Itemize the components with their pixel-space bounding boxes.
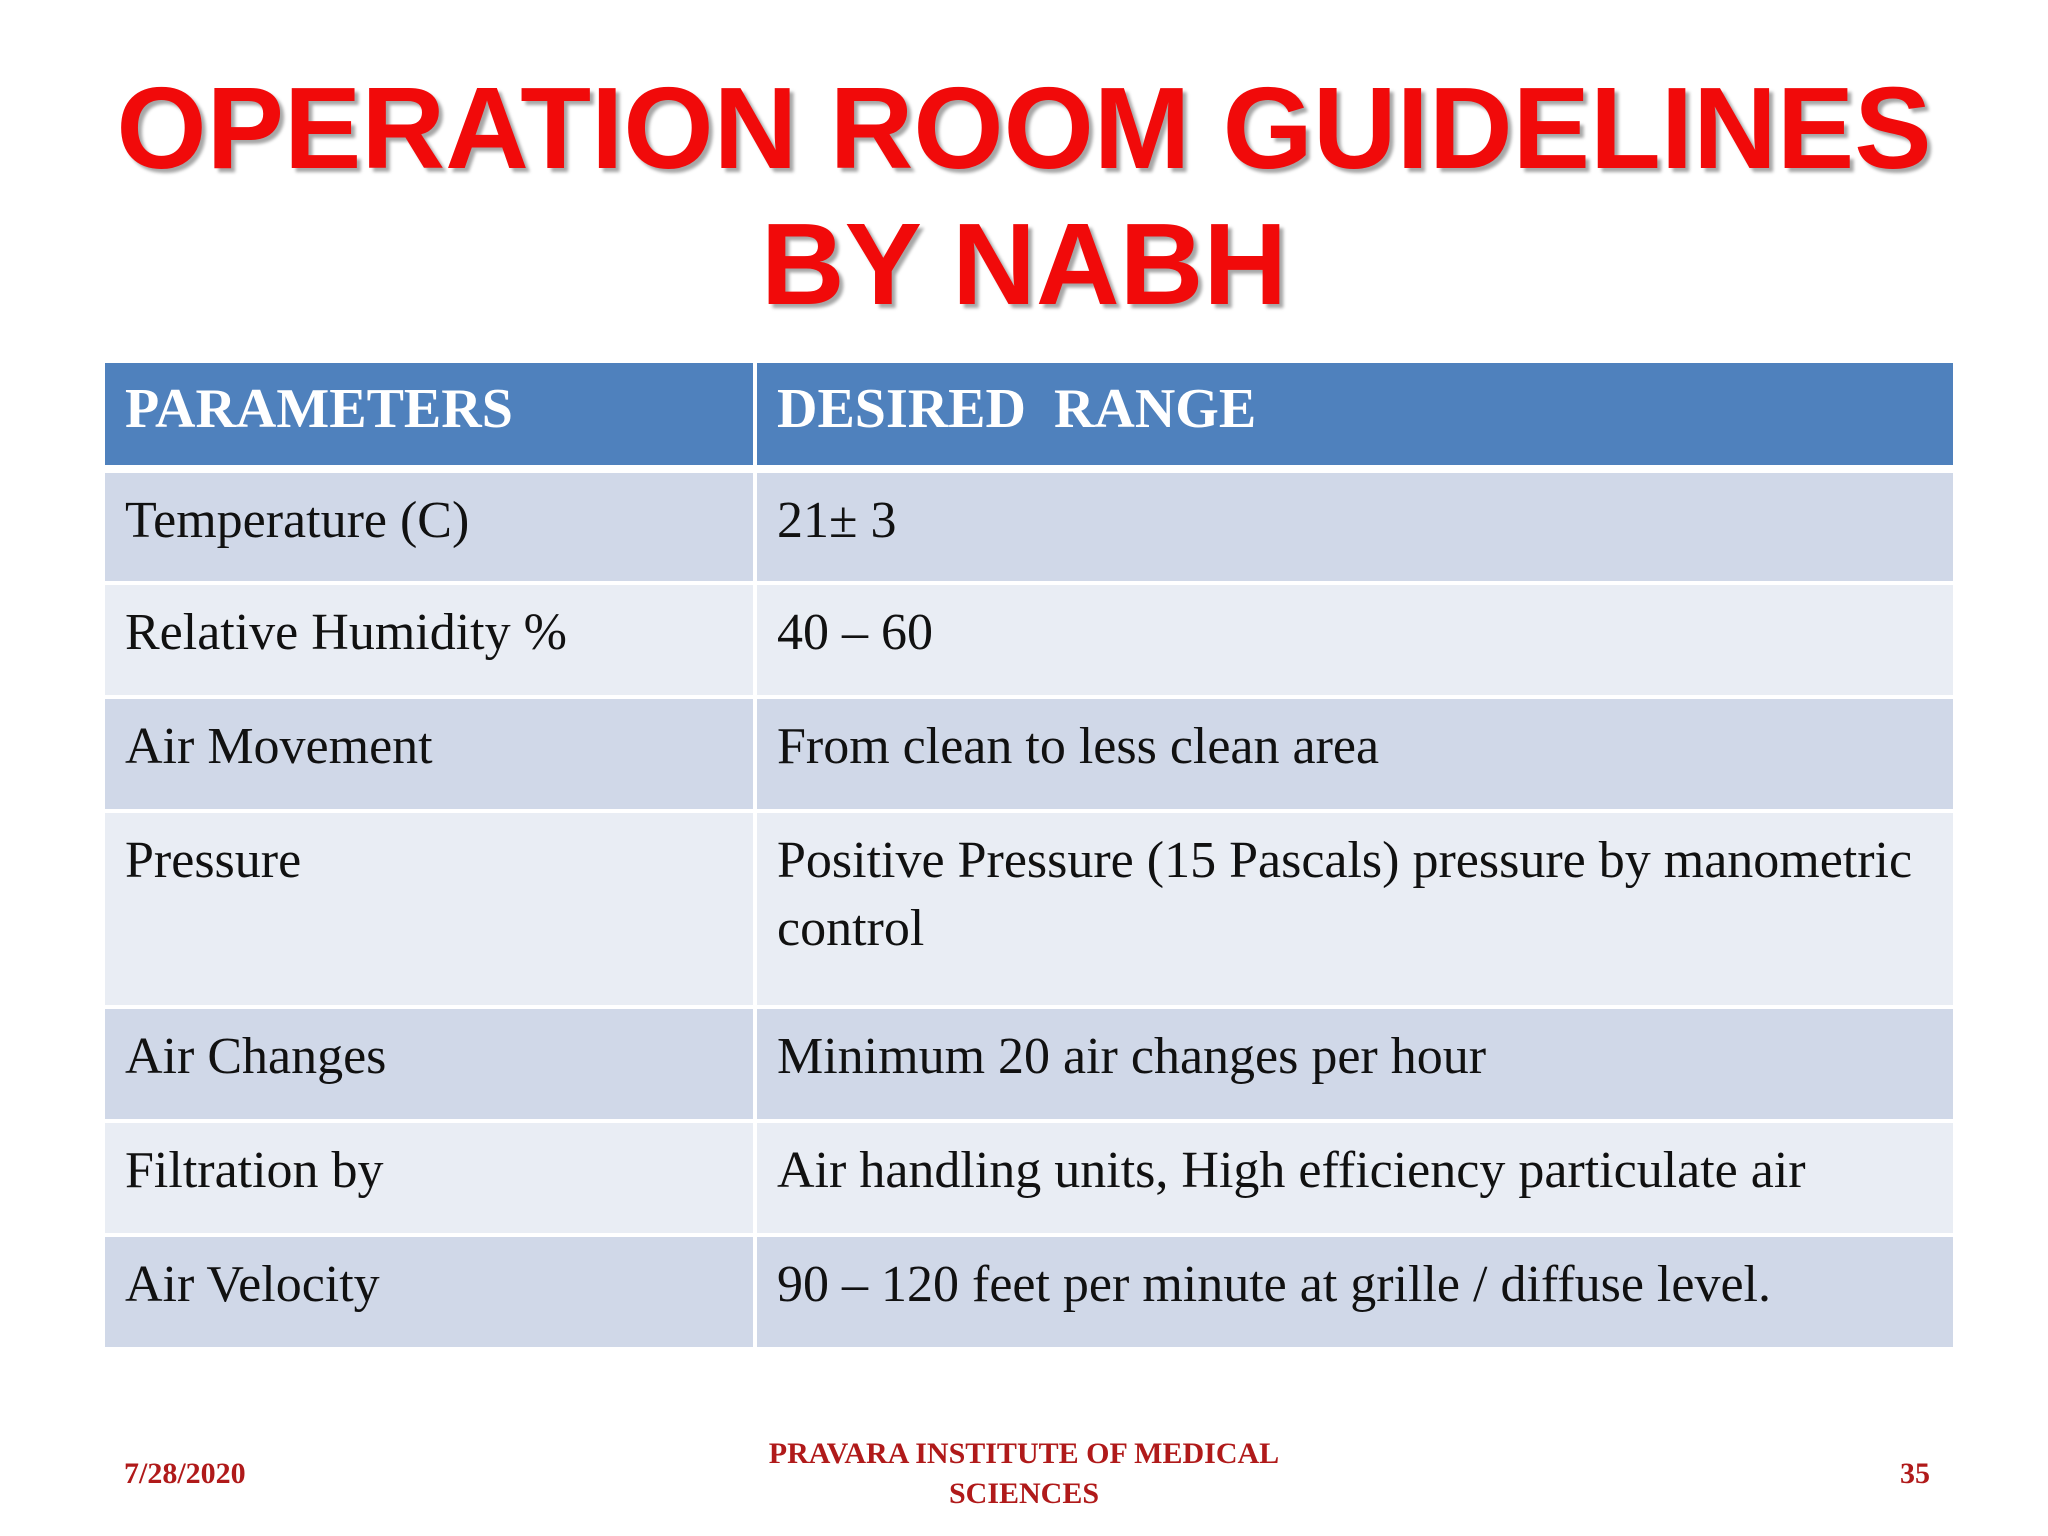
table-row bbox=[105, 583, 1953, 697]
table-row bbox=[105, 469, 1953, 583]
table-row bbox=[105, 811, 1953, 1007]
footer-date: 7/28/2020 bbox=[124, 1457, 246, 1490]
parameter-cell: Pressure bbox=[105, 811, 755, 1007]
parameter-cell: Air Velocity bbox=[105, 1235, 755, 1349]
table-row bbox=[105, 1121, 1953, 1235]
range-cell: 21± 3 bbox=[755, 469, 1953, 583]
table-row bbox=[105, 1007, 1953, 1121]
guidelines-table bbox=[105, 363, 1953, 1351]
parameter-cell: Filtration by bbox=[105, 1121, 755, 1235]
table-row bbox=[105, 1235, 1953, 1349]
footer-institute: PRAVARA INSTITUTE OF MEDICAL SCIENCES bbox=[768, 1437, 1280, 1510]
range-cell: Positive Pressure (15 Pascals) pressure by manometric control bbox=[755, 811, 1953, 1007]
range-cell: 40 – 60 bbox=[755, 583, 1953, 697]
range-cell: Air handling units, High efficiency particulate air bbox=[755, 1121, 1953, 1235]
slide-title-line-2: BY NABH bbox=[760, 199, 1288, 329]
parameter-cell: Air Movement bbox=[105, 697, 755, 811]
table-row bbox=[105, 697, 1953, 811]
table-header-row bbox=[105, 363, 1953, 469]
footer-page-number: 35 bbox=[1900, 1457, 1930, 1490]
slide-title-line-1: OPERATION ROOM GUIDELINES bbox=[116, 63, 1932, 193]
header-parameters: PARAMETERS bbox=[105, 363, 755, 469]
parameter-cell: Temperature (C) bbox=[105, 469, 755, 583]
slide-title bbox=[0, 60, 2048, 332]
range-cell: Minimum 20 air changes per hour bbox=[755, 1007, 1953, 1121]
header-desired-range: DESIRED RANGE bbox=[755, 363, 1953, 469]
parameter-cell: Relative Humidity % bbox=[105, 583, 755, 697]
range-cell: 90 – 120 feet per minute at grille / diffuse level. bbox=[755, 1235, 1953, 1349]
parameter-cell: Air Changes bbox=[105, 1007, 755, 1121]
range-cell: From clean to less clean area bbox=[755, 697, 1953, 811]
